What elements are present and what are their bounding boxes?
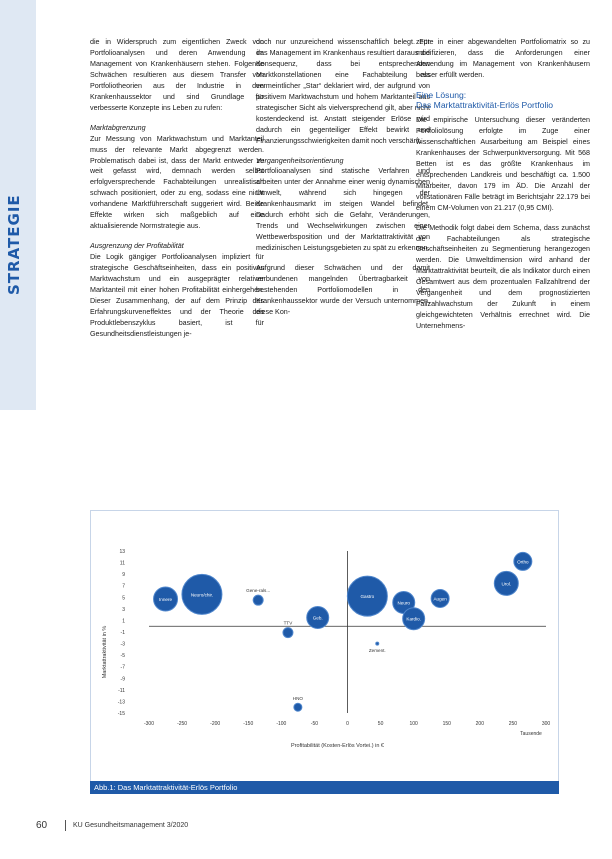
bubble-label: Augen	[433, 596, 447, 602]
sidebar-band	[0, 0, 36, 410]
y-axis-title: Marktattraktivität in %	[102, 625, 108, 679]
bubble-label: Zement.	[368, 648, 386, 654]
paragraph: Portfolioanalysen sind statische Verfahren und arbeiten unter der Annahme einer wenig dynamischen Umwelt, während sich hingegen der Krankenhausmarkt im steigen Wandel befindet. Dadurch erhöht sich die Gefahr, Veränderungen, Trends und Wechselwirkungen zwischen einer Wettbewerbsposition und der Marktattraktivität von medizinischen Leistungsgebieten zu spät zu erkennen.	[256, 167, 430, 253]
bubble-point	[294, 703, 302, 711]
x-tick-label: 0	[346, 721, 349, 727]
bubble-label: Gene-rals...	[246, 588, 271, 594]
bubble-label: Geb.	[312, 615, 323, 621]
x-tick-label: -250	[177, 721, 188, 727]
y-tick-label: 3	[122, 606, 125, 613]
y-tick-label: 13	[119, 549, 125, 555]
y-tick-label: -3	[120, 641, 125, 648]
figure-frame	[90, 510, 559, 794]
paragraph: zepte in einer abgewandelten Portfoliomatrix so zu modifizieren, dass die Anforderungen einer Anwendung im Management von Krankenhäusern besser erfüllt werden.	[416, 38, 590, 79]
y-tick-label: -1	[120, 630, 125, 636]
y-tick-label: -5	[120, 653, 125, 660]
x-unit-label: Tausende	[520, 731, 542, 737]
bubble-label: Innere	[159, 597, 173, 603]
bubble-label: Neuro/chir.	[190, 592, 214, 598]
y-tick-label: 5	[122, 595, 125, 602]
bubble-label: TTV	[283, 620, 293, 626]
bubble-label: Kardio.	[406, 616, 421, 622]
section-label: STRATEGIE	[5, 194, 23, 296]
y-tick-label: -15	[117, 711, 125, 717]
x-tick-label: -300	[143, 721, 155, 727]
y-tick-label: -9	[120, 676, 125, 683]
page-number: 60	[36, 820, 48, 831]
figure-caption: Abb.1: Das Marktattraktivität-Erlös Portfolio	[90, 781, 559, 794]
subheading: Marktabgrenzung	[90, 123, 146, 132]
x-tick-label: 100	[409, 721, 418, 727]
x-tick-label: 250	[508, 721, 518, 727]
bubble-label: Gastro	[360, 594, 375, 600]
text-column-1	[90, 37, 264, 340]
y-tick-label: -7	[120, 664, 125, 671]
x-tick-label: -100	[276, 721, 287, 727]
bubble-point	[253, 595, 263, 605]
y-tick-label: 9	[122, 572, 125, 579]
y-tick-label: 7	[122, 583, 125, 590]
x-tick-label: 150	[442, 721, 451, 727]
paragraph: Aufgrund dieser Schwächen und der damit verbundenen mangelnden Übertragbarkeit von bestehenden Portfoliomodellen in den Krankenhaussektor wurde der Versuch unternommen, diese Kon-	[256, 264, 430, 316]
section-heading: Das Marktattraktivität-Erlös Portfolio	[416, 100, 554, 111]
paragraph: die in Widerspruch zum eigentlichen Zweck von Portfolioanalysen und deren Anwendung im Management von Krankenhäusern stehen. Folgende Schwächen resultieren aus diesem Transfer von Portfoliotheorien aus der Industrie in den Krankenhaussektor und sind Grundlage für verbesserte Konzepte ins Leben zu rufen:	[90, 38, 264, 112]
footer-divider	[65, 820, 66, 831]
section-heading: Eine Lösung:	[416, 89, 467, 100]
x-axis-title: Profitabilität (Kosten-Erlös Vortei.) in €	[291, 743, 384, 749]
paragraph: Die Logik gängiger Portfolioanalysen impliziert für strategische Geschäftseinheiten, dass ein positives Marktwachstum und ein ausgeprägter relativer Marktanteil mit einer hohen Profitabilität einhergehen. Dieser Zusammenhang, der auf dem Prinzip des Erfahrungskurveneffektes und der Theorie des Produktlebenszyklus basiert, ist für Gesundheitsdienstleistungen je-	[90, 253, 264, 338]
bubble-label: HNO	[292, 696, 303, 702]
x-tick-label: -200	[210, 721, 221, 727]
x-tick-label: 50	[377, 721, 384, 727]
subheading: Vergangenheitsorientierung	[256, 156, 344, 165]
y-tick-label: 1	[122, 618, 125, 625]
text-column-2	[256, 37, 430, 318]
subheading: Ausgrenzung der Profitabilität	[90, 242, 184, 251]
bubble-point	[376, 642, 379, 645]
bubble-label: Neuro	[397, 600, 410, 606]
x-tick-label: -150	[243, 721, 254, 727]
journal-footer: KU Gesundheitsmanagement 3/2020	[73, 822, 189, 829]
y-tick-label: -11	[118, 687, 125, 694]
x-tick-label: 200	[475, 721, 485, 727]
y-tick-label: 11	[119, 560, 125, 567]
x-tick-label: 300	[541, 721, 551, 727]
bubble-label: Ortho	[517, 559, 529, 565]
bubble-label: Urol.	[501, 581, 512, 587]
paragraph: Die empirische Untersuchung dieser veränderten Portfoliolösung erfolgte im Zuge einer wissenschaftlichen Ausarbeitung am Beispiel eines Krankenhauses der Schwerpunktversorgung. Mit 568 Betten ist es das größte Krankenhaus im entsprechenden Landkreis und beschäftigt ca. 1.500 Mitarbeiter, davon 179 im ÄD. Die Anzahl der vollstationären Fälle beträgt im Berichtsjahr 22.179 bei einem CM-Volumen von 21.217 (0,95 CMI).	[416, 116, 590, 212]
bubble-chart	[91, 511, 558, 781]
paragraph: doch nur unzureichend wissenschaftlich belegt. Für das Management im Krankenhaus resultiert daraus die Konsequenz, dass bei entsprechenden Marktkonstellationen eine Fachabteilung als vermeintlicher „Star“ deklariert wird, der aufgrund von positivem Marktwachstum und hohem Marktanteil aus strategischer Sicht als vielversprechend gilt, aber nicht kostendeckend ist. Anstatt steigender Erlöse wird dadurch ein gegenteiliger Effekt bewirkt und Finanzierungsschwierigkeiten damit noch verschärft.	[256, 38, 430, 145]
paragraph: Die Methodik folgt dabei dem Schema, dass zunächst die Fachabteilungen als strategische Geschäftseinheiten zu Segmentierung herangezogen werden. Die Umweltdimension wird anhand der Marktattraktivität beurteilt, die als Indikator durch einen Gesamtwert aus dem prozentualen Fallzahltrend der Vergangenheit und dem prognostizierten Fallzahlwachstum der Zukunft in einem gleichgewichteten Verhältnis errechnet wird. Die Unternehmens-	[416, 223, 590, 331]
x-tick-label: -50	[310, 721, 319, 727]
paragraph: Zur Messung von Marktwachstum und Marktanteil muss der relevante Markt abgegrenzt werden. Problematisch dabei ist, dass der Markt entweder zu weit gefasst wird, demnach werden selbst erfolgversprechende Fachabteilungen unrealistisch schwach positioniert, oder zu eng, sodass eine nicht vorhandene Marktführerschaft suggeriert wird. Beide Effekte wirken sich maßgeblich auf eine aktualisierende Normstrategie aus.	[90, 134, 264, 231]
y-tick-label: -13	[117, 699, 125, 706]
bubble-point	[283, 628, 293, 638]
text-column-3	[416, 37, 590, 332]
